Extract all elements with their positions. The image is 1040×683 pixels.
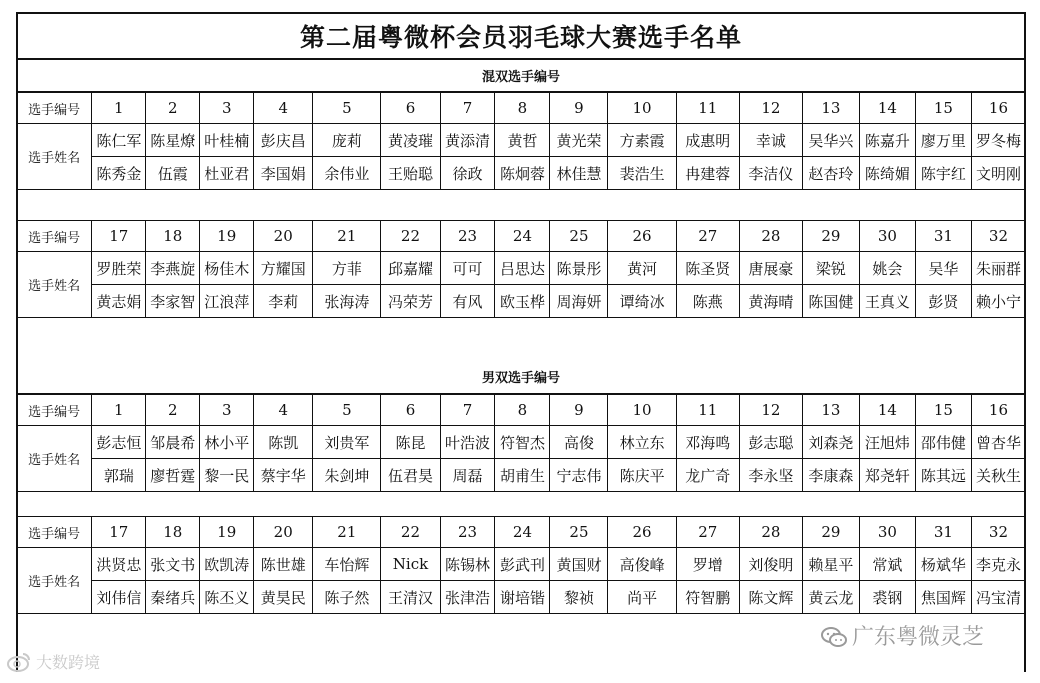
name-label: 选手姓名 — [17, 252, 92, 318]
player-number: 7 — [440, 93, 495, 124]
player-name: 张津浩 — [440, 581, 495, 614]
player-name: 唐展豪 — [739, 252, 802, 285]
player-number: 1 — [92, 395, 146, 426]
player-number: 26 — [608, 221, 676, 252]
number-label: 选手编号 — [17, 517, 92, 548]
player-name: 黄河 — [608, 252, 676, 285]
player-number: 32 — [971, 517, 1025, 548]
player-name: 成惠明 — [676, 124, 739, 157]
player-name: 赖星平 — [802, 548, 859, 581]
player-name: 黄海晴 — [739, 285, 802, 318]
player-number: 31 — [915, 517, 971, 548]
player-name: 邹晨希 — [146, 426, 200, 459]
player-number: 5 — [313, 395, 381, 426]
player-number: 25 — [550, 221, 608, 252]
player-name: 杨斌华 — [915, 548, 971, 581]
roster-table — [16, 220, 1026, 318]
name-label: 选手姓名 — [17, 426, 92, 492]
section-heading: 混双选手编号 — [16, 60, 1026, 92]
player-name: 王清汉 — [381, 581, 440, 614]
player-name: 吴华兴 — [802, 124, 859, 157]
player-number: 6 — [381, 395, 440, 426]
player-number: 12 — [739, 93, 802, 124]
number-row — [17, 93, 1026, 124]
player-name: 陈凯 — [254, 426, 313, 459]
player-name: 洪贤忠 — [92, 548, 146, 581]
player-name: 黎祯 — [550, 581, 608, 614]
section-heading: 男双选手编号 — [16, 360, 1026, 394]
player-name: 陈星燎 — [146, 124, 200, 157]
player-name: 朱丽群 — [971, 252, 1025, 285]
player-name: 李克永 — [971, 548, 1025, 581]
player-number: 24 — [495, 517, 550, 548]
player-name: 吕思达 — [495, 252, 550, 285]
name-row — [17, 581, 1026, 614]
player-name: 廖哲霆 — [146, 459, 200, 492]
player-name: 文明刚 — [971, 157, 1025, 190]
player-name: 杜亚君 — [200, 157, 254, 190]
player-number: 10 — [608, 395, 676, 426]
player-name: 陈国健 — [802, 285, 859, 318]
player-number: 16 — [971, 395, 1025, 426]
player-number: 26 — [608, 517, 676, 548]
player-name: 高俊 — [550, 426, 608, 459]
player-name: 有风 — [440, 285, 495, 318]
roster-table — [16, 394, 1026, 492]
player-number: 27 — [676, 221, 739, 252]
player-name: 徐政 — [440, 157, 495, 190]
player-name: 陈世雄 — [254, 548, 313, 581]
player-number: 23 — [440, 517, 495, 548]
player-name: 方菲 — [313, 252, 381, 285]
player-name: 王真义 — [859, 285, 915, 318]
player-number: 21 — [313, 221, 381, 252]
player-number: 19 — [200, 221, 254, 252]
player-name: 李燕旋 — [146, 252, 200, 285]
player-name: 陈仁军 — [92, 124, 146, 157]
player-name: 陈文辉 — [739, 581, 802, 614]
player-name: 陈圣贤 — [676, 252, 739, 285]
player-number: 15 — [915, 93, 971, 124]
name-row — [17, 459, 1026, 492]
player-number: 11 — [676, 93, 739, 124]
player-name: 周海妍 — [550, 285, 608, 318]
player-number: 24 — [495, 221, 550, 252]
player-name: 叶桂楠 — [200, 124, 254, 157]
player-number: 21 — [313, 517, 381, 548]
player-name: 李莉 — [254, 285, 313, 318]
player-name: 林小平 — [200, 426, 254, 459]
player-number: 19 — [200, 517, 254, 548]
player-number: 6 — [381, 93, 440, 124]
player-name: 黄哲 — [495, 124, 550, 157]
player-number: 11 — [676, 395, 739, 426]
player-number: 4 — [254, 93, 313, 124]
player-number: 20 — [254, 517, 313, 548]
player-number: 30 — [859, 221, 915, 252]
player-name: 李家智 — [146, 285, 200, 318]
player-name: 车怡辉 — [313, 548, 381, 581]
player-name: 龙广奇 — [676, 459, 739, 492]
number-label: 选手编号 — [17, 221, 92, 252]
player-name: 邓海鸣 — [676, 426, 739, 459]
player-number: 22 — [381, 221, 440, 252]
player-name: 伍霞 — [146, 157, 200, 190]
player-number: 14 — [859, 395, 915, 426]
watermark-right — [820, 620, 984, 651]
player-number: 29 — [802, 517, 859, 548]
player-name: 伍君昊 — [381, 459, 440, 492]
player-number: 18 — [146, 221, 200, 252]
player-name: 黄志娟 — [92, 285, 146, 318]
player-number: 2 — [146, 93, 200, 124]
player-number: 28 — [739, 517, 802, 548]
spacer-row — [16, 488, 1026, 516]
player-number: 8 — [495, 395, 550, 426]
player-name: 邱嘉耀 — [381, 252, 440, 285]
player-number: 20 — [254, 221, 313, 252]
player-name: 黄凌璀 — [381, 124, 440, 157]
player-name: 彭志聪 — [739, 426, 802, 459]
player-name: 罗增 — [676, 548, 739, 581]
player-number: 17 — [92, 221, 146, 252]
player-number: 7 — [440, 395, 495, 426]
player-name: 欧玉桦 — [495, 285, 550, 318]
number-row — [17, 517, 1026, 548]
player-name: 陈炯蓉 — [495, 157, 550, 190]
player-name: 陈宇红 — [915, 157, 971, 190]
player-number: 18 — [146, 517, 200, 548]
player-name: 彭贤 — [915, 285, 971, 318]
player-number: 3 — [200, 93, 254, 124]
player-name: 陈其远 — [915, 459, 971, 492]
player-name: 郭瑞 — [92, 459, 146, 492]
player-name: 李康森 — [802, 459, 859, 492]
player-name: 梁锐 — [802, 252, 859, 285]
player-name: 陈秀金 — [92, 157, 146, 190]
player-name: 杨佳木 — [200, 252, 254, 285]
player-name: 黄云龙 — [802, 581, 859, 614]
roster-table — [16, 516, 1026, 614]
player-name: 江浪萍 — [200, 285, 254, 318]
player-number: 23 — [440, 221, 495, 252]
player-number: 3 — [200, 395, 254, 426]
wechat-logo-icon — [820, 625, 846, 647]
player-number: 28 — [739, 221, 802, 252]
number-label: 选手编号 — [17, 93, 92, 124]
watermark-left-text: 大数跨境 — [36, 653, 101, 672]
player-name: 陈庆平 — [608, 459, 676, 492]
player-number: 25 — [550, 517, 608, 548]
player-name: Nick — [381, 548, 440, 581]
player-name: 方素霞 — [608, 124, 676, 157]
player-name: 余伟业 — [313, 157, 381, 190]
player-name: 刘俊明 — [739, 548, 802, 581]
player-number: 2 — [146, 395, 200, 426]
player-name: 符智杰 — [495, 426, 550, 459]
player-number: 30 — [859, 517, 915, 548]
player-name: 姚会 — [859, 252, 915, 285]
player-name: 关秋生 — [971, 459, 1025, 492]
number-row — [17, 395, 1026, 426]
player-number: 12 — [739, 395, 802, 426]
player-number: 29 — [802, 221, 859, 252]
player-name: 刘伟信 — [92, 581, 146, 614]
player-name: 胡甫生 — [495, 459, 550, 492]
player-number: 15 — [915, 395, 971, 426]
number-row — [17, 221, 1026, 252]
player-name: 林立东 — [608, 426, 676, 459]
player-number: 4 — [254, 395, 313, 426]
player-name: 张文书 — [146, 548, 200, 581]
player-name: 陈锡林 — [440, 548, 495, 581]
player-name: 李国娟 — [254, 157, 313, 190]
player-name: 汪旭炜 — [859, 426, 915, 459]
player-name: 曾杏华 — [971, 426, 1025, 459]
player-name: 黄光荣 — [550, 124, 608, 157]
player-number: 13 — [802, 395, 859, 426]
player-name: 彭庆昌 — [254, 124, 313, 157]
player-number: 22 — [381, 517, 440, 548]
name-row — [17, 285, 1026, 318]
player-number: 8 — [495, 93, 550, 124]
player-name: 常斌 — [859, 548, 915, 581]
player-name: 陈昆 — [381, 426, 440, 459]
player-number: 14 — [859, 93, 915, 124]
player-name: 陈景彤 — [550, 252, 608, 285]
player-name: 冉建蓉 — [676, 157, 739, 190]
player-number: 17 — [92, 517, 146, 548]
player-name: 幸诚 — [739, 124, 802, 157]
player-name: 廖万里 — [915, 124, 971, 157]
player-name: 林佳慧 — [550, 157, 608, 190]
spacer-row — [16, 188, 1026, 220]
name-label: 选手姓名 — [17, 548, 92, 614]
player-number: 13 — [802, 93, 859, 124]
player-name: 尚平 — [608, 581, 676, 614]
player-name: 蔡宇华 — [254, 459, 313, 492]
number-label: 选手编号 — [17, 395, 92, 426]
player-name: 黄添清 — [440, 124, 495, 157]
player-name: 赵杏玲 — [802, 157, 859, 190]
player-name: 王贻聪 — [381, 157, 440, 190]
watermark-left — [6, 650, 100, 673]
player-name: 陈绮媚 — [859, 157, 915, 190]
weibo-logo-icon — [6, 651, 32, 673]
player-number: 32 — [971, 221, 1025, 252]
player-name: 李永坚 — [739, 459, 802, 492]
player-name: 庞莉 — [313, 124, 381, 157]
player-name: 郑尧轩 — [859, 459, 915, 492]
watermark-right-text: 广东粤微灵芝 — [852, 625, 985, 650]
player-name: 谭绮冰 — [608, 285, 676, 318]
player-name: 宁志伟 — [550, 459, 608, 492]
player-name: 陈子然 — [313, 581, 381, 614]
player-name: 邵伟健 — [915, 426, 971, 459]
player-name: 罗胜荣 — [92, 252, 146, 285]
player-name: 符智鹏 — [676, 581, 739, 614]
name-row — [17, 426, 1026, 459]
player-name: 方耀国 — [254, 252, 313, 285]
player-name: 秦绪兵 — [146, 581, 200, 614]
player-name: 焦国辉 — [915, 581, 971, 614]
player-name: 李洁仪 — [739, 157, 802, 190]
player-name: 陈嘉升 — [859, 124, 915, 157]
player-name: 张海涛 — [313, 285, 381, 318]
player-name: 黄昊民 — [254, 581, 313, 614]
player-name: 冯荣芳 — [381, 285, 440, 318]
player-number: 5 — [313, 93, 381, 124]
player-name: 周磊 — [440, 459, 495, 492]
player-number: 27 — [676, 517, 739, 548]
player-name: 欧凯涛 — [200, 548, 254, 581]
player-number: 10 — [608, 93, 676, 124]
player-number: 9 — [550, 93, 608, 124]
player-number: 1 — [92, 93, 146, 124]
player-name: 陈燕 — [676, 285, 739, 318]
player-name: 刘森尧 — [802, 426, 859, 459]
player-name: 朱剑坤 — [313, 459, 381, 492]
name-label: 选手姓名 — [17, 124, 92, 190]
player-name: 黄国财 — [550, 548, 608, 581]
player-name: 裘钢 — [859, 581, 915, 614]
player-name: 彭志恒 — [92, 426, 146, 459]
player-name: 吴华 — [915, 252, 971, 285]
name-row — [17, 124, 1026, 157]
player-name: 彭武刊 — [495, 548, 550, 581]
name-row — [17, 252, 1026, 285]
player-name: 谢培锴 — [495, 581, 550, 614]
player-number: 9 — [550, 395, 608, 426]
page-title: 第二届粤微杯会员羽毛球大赛选手名单 — [16, 12, 1026, 60]
roster-table — [16, 92, 1026, 190]
name-row — [17, 157, 1026, 190]
player-number: 16 — [971, 93, 1025, 124]
player-name: 叶浩波 — [440, 426, 495, 459]
player-name: 黎一民 — [200, 459, 254, 492]
player-number: 31 — [915, 221, 971, 252]
player-name: 罗冬梅 — [971, 124, 1025, 157]
player-name: 高俊峰 — [608, 548, 676, 581]
player-name: 陈丕义 — [200, 581, 254, 614]
player-name: 可可 — [440, 252, 495, 285]
player-name: 裴浩生 — [608, 157, 676, 190]
player-name: 赖小宁 — [971, 285, 1025, 318]
name-row — [17, 548, 1026, 581]
player-name: 冯宝清 — [971, 581, 1025, 614]
player-name: 刘贵军 — [313, 426, 381, 459]
